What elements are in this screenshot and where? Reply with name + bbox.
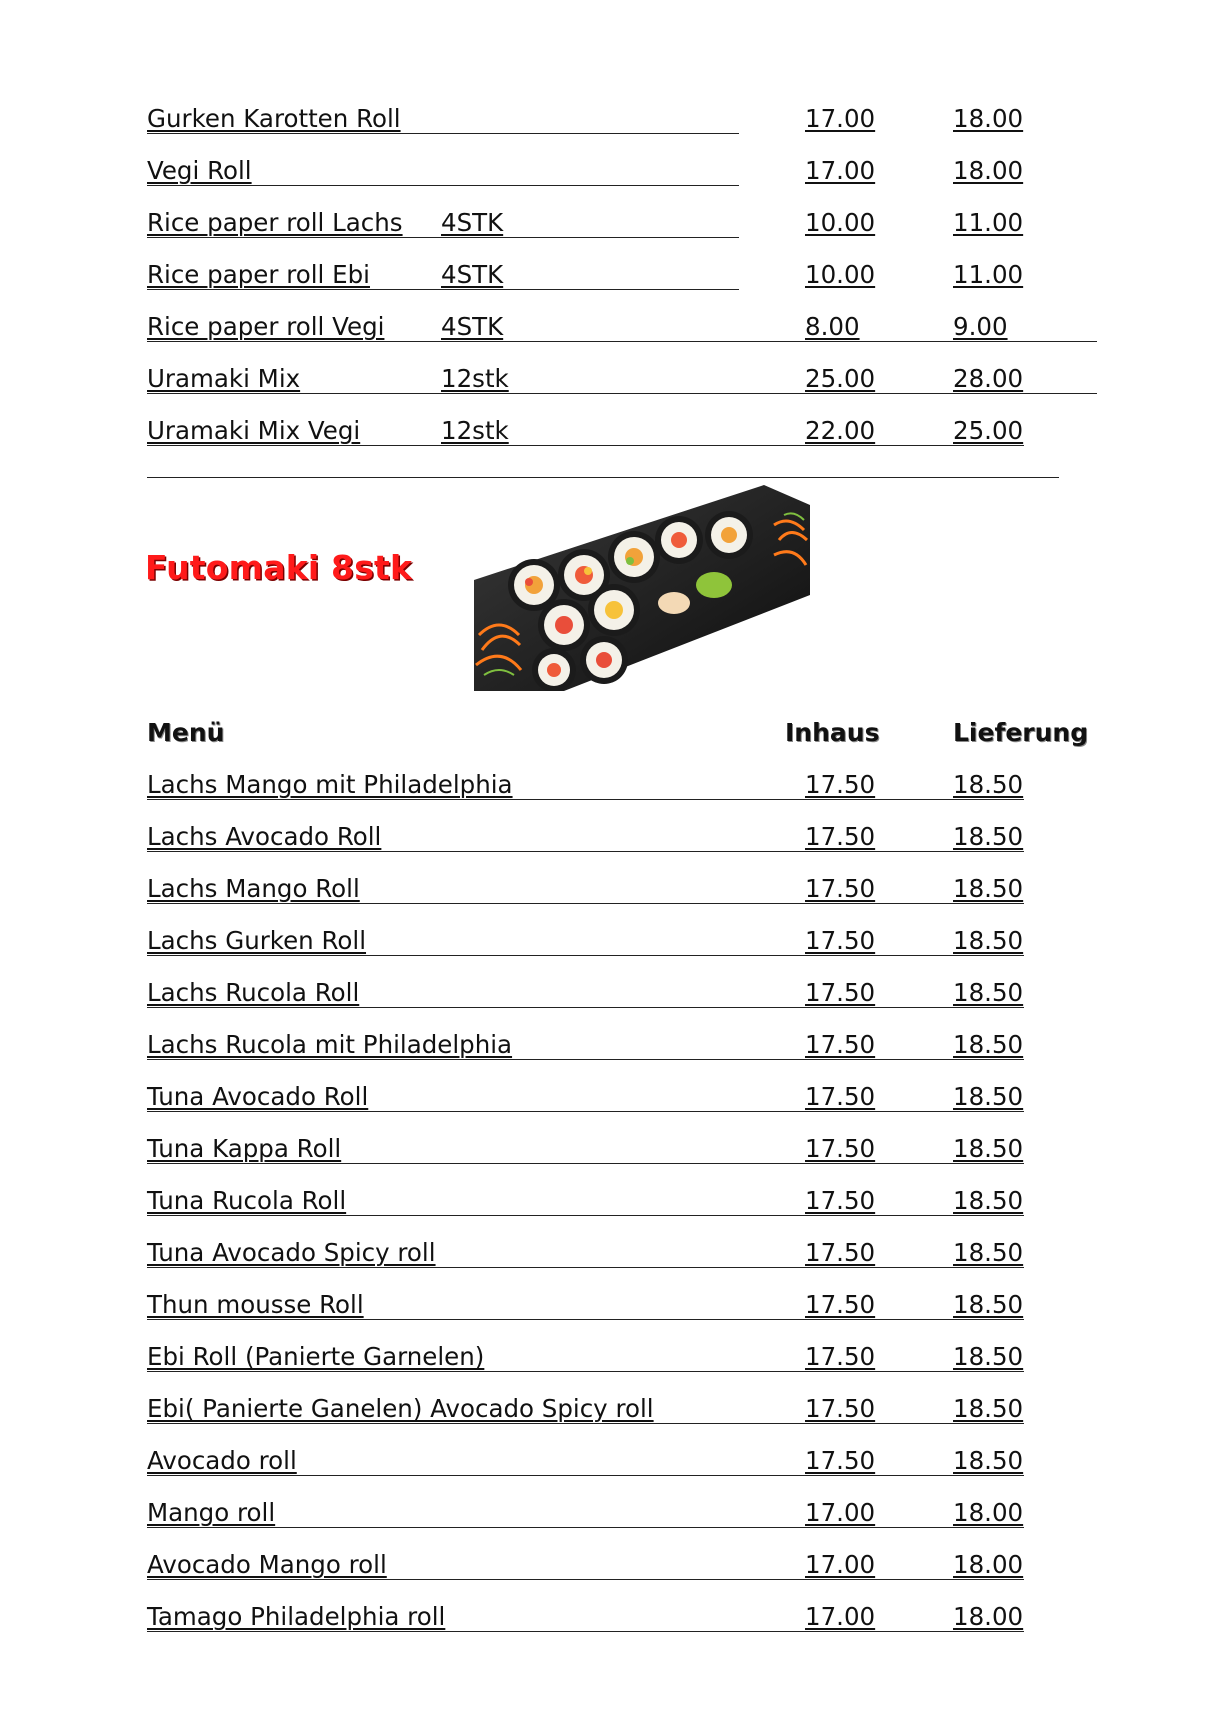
item-name: Tuna Rucola Roll	[147, 1186, 347, 1215]
price-inhaus: 17.50	[805, 1238, 876, 1267]
price-inhaus: 17.50	[805, 822, 876, 851]
sushi-platter-image	[474, 485, 810, 691]
row-underline	[147, 1111, 1024, 1112]
row-underline	[147, 133, 739, 134]
price-lieferung: 11.00	[953, 208, 1024, 237]
row-underline	[147, 903, 1024, 904]
item-name: Lachs Mango Roll	[147, 874, 360, 903]
price-lieferung: 18.50	[953, 1238, 1024, 1267]
item-name: Avocado Mango roll	[147, 1550, 387, 1579]
price-lieferung: 18.50	[953, 1030, 1024, 1059]
price-lieferung: 18.50	[953, 1290, 1024, 1319]
price-inhaus: 17.00	[805, 1550, 876, 1579]
price-inhaus: 17.50	[805, 1446, 876, 1475]
price-lieferung: 18.50	[953, 1134, 1024, 1163]
item-quantity: 4STK	[441, 260, 504, 289]
price-lieferung: 18.50	[953, 1186, 1024, 1215]
price-inhaus: 10.00	[805, 208, 876, 237]
row-underline	[147, 1423, 1024, 1424]
price-inhaus: 17.50	[805, 926, 876, 955]
price-inhaus: 17.00	[805, 1602, 876, 1631]
price-lieferung: 18.50	[953, 1082, 1024, 1111]
item-name: Uramaki Mix	[147, 364, 301, 393]
price-lieferung: 18.00	[953, 1602, 1024, 1631]
row-underline	[147, 955, 1024, 956]
price-inhaus: 17.50	[805, 978, 876, 1007]
price-lieferung: 18.50	[953, 926, 1024, 955]
column-header-menu: Menü	[147, 718, 225, 747]
item-name: Gurken Karotten Roll	[147, 104, 401, 133]
price-lieferung: 18.00	[953, 104, 1024, 133]
item-quantity: 4STK	[441, 208, 504, 237]
item-name: Rice paper roll Ebi	[147, 260, 370, 289]
item-name: Tuna Kappa Roll	[147, 1134, 342, 1163]
price-lieferung: 18.50	[953, 874, 1024, 903]
row-underline	[147, 185, 739, 186]
price-inhaus: 17.50	[805, 1134, 876, 1163]
item-name: Tamago Philadelphia roll	[147, 1602, 446, 1631]
price-lieferung: 18.00	[953, 1550, 1024, 1579]
row-underline	[147, 393, 1097, 394]
price-inhaus: 10.00	[805, 260, 876, 289]
price-lieferung: 18.50	[953, 1394, 1024, 1423]
price-lieferung: 18.00	[953, 156, 1024, 185]
price-inhaus: 25.00	[805, 364, 876, 393]
price-lieferung: 18.00	[953, 1498, 1024, 1527]
item-quantity: 12stk	[441, 364, 509, 393]
item-name: Lachs Rucola Roll	[147, 978, 360, 1007]
item-name: Avocado roll	[147, 1446, 297, 1475]
row-underline	[147, 341, 1097, 342]
price-lieferung: 28.00	[953, 364, 1024, 393]
row-underline	[147, 1163, 1024, 1164]
section-title: Futomaki 8stk	[145, 548, 413, 587]
row-underline	[147, 1007, 1024, 1008]
price-lieferung: 11.00	[953, 260, 1024, 289]
price-lieferung: 18.50	[953, 770, 1024, 799]
price-lieferung: 9.00	[953, 312, 1008, 341]
item-name: Uramaki Mix Vegi	[147, 416, 361, 445]
row-underline	[147, 1579, 1024, 1580]
row-underline	[147, 289, 739, 290]
item-name: Ebi Roll (Panierte Garnelen)	[147, 1342, 485, 1371]
row-underline	[147, 1527, 1024, 1528]
price-lieferung: 18.50	[953, 1446, 1024, 1475]
price-inhaus: 8.00	[805, 312, 860, 341]
column-header-lieferung: Lieferung	[953, 718, 1089, 747]
row-underline	[147, 1631, 1024, 1632]
item-name: Lachs Gurken Roll	[147, 926, 367, 955]
item-name: Vegi Roll	[147, 156, 252, 185]
item-name: Mango roll	[147, 1498, 276, 1527]
row-underline	[147, 1475, 1024, 1476]
row-underline	[147, 1371, 1024, 1372]
row-underline	[147, 799, 1024, 800]
price-lieferung: 25.00	[953, 416, 1024, 445]
item-name: Lachs Mango mit Philadelphia	[147, 770, 513, 799]
row-underline	[147, 1059, 1024, 1060]
price-inhaus: 22.00	[805, 416, 876, 445]
price-inhaus: 17.50	[805, 1186, 876, 1215]
item-name: Ebi( Panierte Ganelen) Avocado Spicy roll	[147, 1394, 654, 1423]
price-inhaus: 17.50	[805, 1342, 876, 1371]
price-inhaus: 17.50	[805, 1394, 876, 1423]
item-name: Thun mousse Roll	[147, 1290, 364, 1319]
item-name: Tuna Avocado Roll	[147, 1082, 369, 1111]
row-underline	[147, 237, 739, 238]
item-name: Lachs Avocado Roll	[147, 822, 382, 851]
item-name: Rice paper roll Vegi	[147, 312, 385, 341]
item-name: Lachs Rucola mit Philadelphia	[147, 1030, 513, 1059]
row-underline	[147, 1319, 1024, 1320]
price-inhaus: 17.00	[805, 156, 876, 185]
price-inhaus: 17.50	[805, 874, 876, 903]
row-underline	[147, 1267, 1024, 1268]
price-inhaus: 17.50	[805, 770, 876, 799]
price-lieferung: 18.50	[953, 822, 1024, 851]
item-quantity: 4STK	[441, 312, 504, 341]
price-lieferung: 18.50	[953, 1342, 1024, 1371]
row-underline	[147, 851, 1024, 852]
price-inhaus: 17.00	[805, 104, 876, 133]
price-inhaus: 17.50	[805, 1082, 876, 1111]
price-lieferung: 18.50	[953, 978, 1024, 1007]
row-underline	[147, 445, 1024, 446]
price-inhaus: 17.50	[805, 1290, 876, 1319]
item-quantity: 12stk	[441, 416, 509, 445]
column-header-inhaus: Inhaus	[785, 718, 880, 747]
price-inhaus: 17.50	[805, 1030, 876, 1059]
item-name: Rice paper roll Lachs	[147, 208, 403, 237]
section-divider	[147, 477, 1059, 478]
row-underline	[147, 1215, 1024, 1216]
item-name: Tuna Avocado Spicy roll	[147, 1238, 436, 1267]
price-inhaus: 17.00	[805, 1498, 876, 1527]
